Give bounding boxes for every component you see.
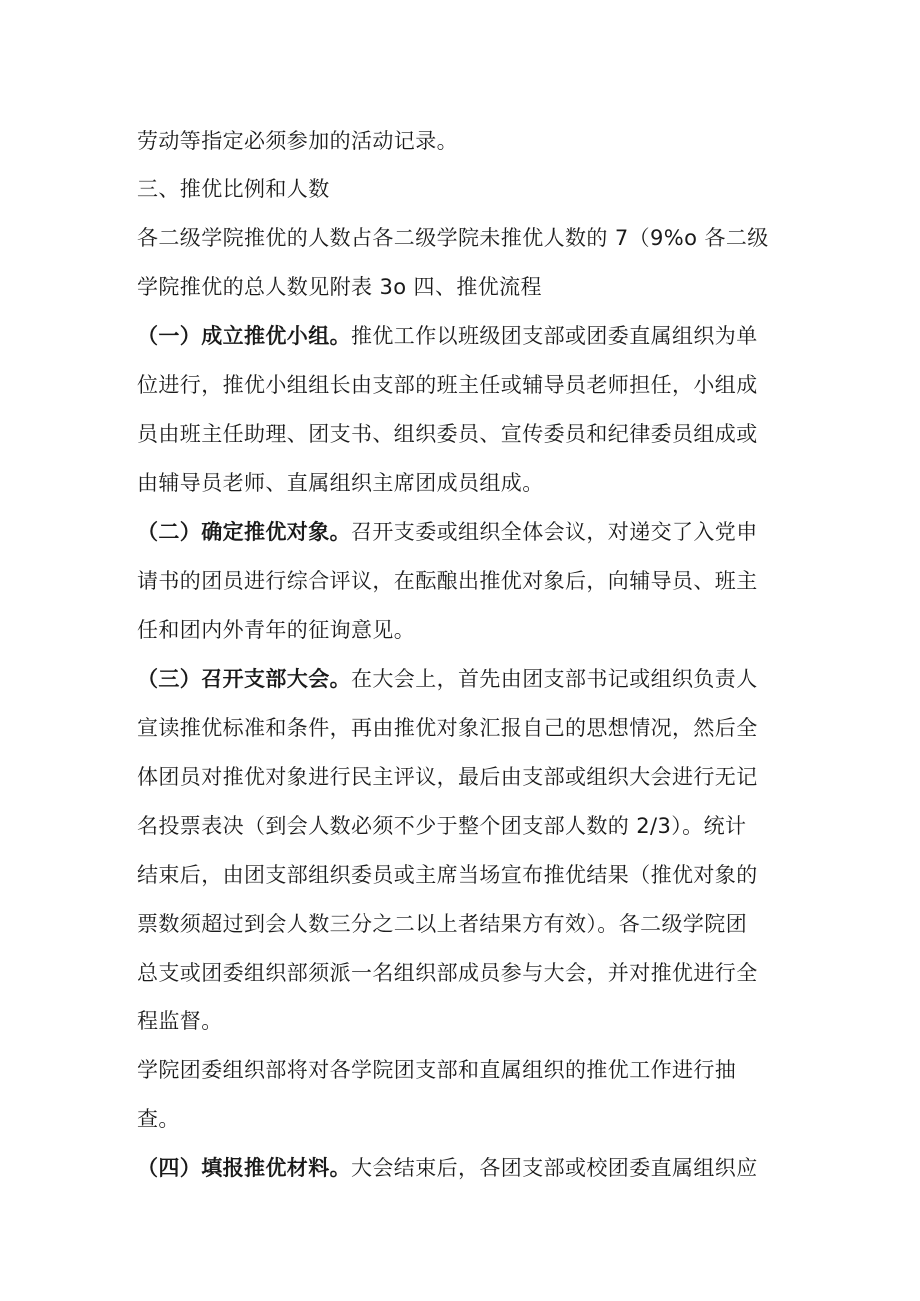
section-heading bbox=[137, 174, 330, 204]
bold-heading: （二）确定推优对象。 bbox=[137, 520, 351, 544]
text-line bbox=[137, 1006, 223, 1036]
line-text: 推优工作以班级团支部或团委直属组织为单 bbox=[351, 324, 758, 348]
paragraph-lead-line bbox=[137, 517, 758, 547]
paragraph-lead-line bbox=[137, 664, 758, 694]
line-text: 名投票表决（到会人数必须不少于整个团支部人数的 2/3）。统计 bbox=[137, 814, 747, 838]
line-text: 大会结束后，各团支部或校团委直属组织应 bbox=[351, 1156, 758, 1180]
line-text: 体团员对推优对象进行民主评议，最后由支部或组织大会进行无记 bbox=[137, 765, 758, 789]
bold-heading: （一）成立推优小组。 bbox=[137, 324, 351, 348]
line-text: 由辅导员老师、直属组织主席团成员组成。 bbox=[137, 471, 544, 495]
line-text: 劳动等指定必须参加的活动记录。 bbox=[137, 129, 458, 153]
text-line bbox=[137, 615, 415, 645]
paragraph-lead-line bbox=[137, 1153, 758, 1183]
text-line bbox=[137, 1055, 736, 1085]
line-text: 位进行，推优小组组长由支部的班主任或辅导员老师担任，小组成 bbox=[137, 373, 758, 397]
text-line bbox=[137, 811, 746, 841]
line-text: 程监督。 bbox=[137, 1009, 223, 1033]
text-line bbox=[137, 1104, 180, 1134]
line-text: 学院团委组织部将对各学院团支部和直属组织的推优工作进行抽 bbox=[137, 1058, 737, 1082]
line-text: 查。 bbox=[137, 1107, 180, 1131]
line-text: 各二级学院推优的人数占各二级学院未推优人数的 7（9%o 各二级 bbox=[137, 226, 769, 250]
text-line bbox=[137, 958, 758, 988]
text-line bbox=[137, 713, 758, 743]
text-line bbox=[137, 860, 758, 890]
line-text: 宣读推优标准和条件，再由推优对象汇报自己的思想情况，然后全 bbox=[137, 716, 758, 740]
text-line bbox=[137, 419, 758, 449]
line-text: 结束后，由团支部组织委员或主席当场宣布推优结果（推优对象的 bbox=[137, 863, 758, 887]
text-line bbox=[137, 370, 758, 400]
text-line bbox=[137, 566, 758, 596]
line-text: 召开支委或组织全体会议，对递交了入党申 bbox=[351, 520, 758, 544]
text-line bbox=[137, 223, 769, 253]
line-text: 在大会上，首先由团支部书记或组织负责人 bbox=[351, 667, 758, 691]
text-line bbox=[137, 126, 458, 156]
paragraph-lead-line bbox=[137, 321, 758, 351]
text-line bbox=[137, 909, 747, 939]
line-text: 任和团内外青年的征询意见。 bbox=[137, 618, 416, 642]
line-text: 三、推优比例和人数 bbox=[137, 177, 330, 201]
text-line bbox=[137, 272, 542, 302]
line-text: 票数须超过到会人数三分之二以上者结果方有效）。各二级学院团 bbox=[137, 912, 748, 936]
bold-heading: （三）召开支部大会。 bbox=[137, 667, 351, 691]
line-text: 学院推优的总人数见附表 3o 四、推优流程 bbox=[137, 275, 542, 299]
text-line bbox=[137, 468, 544, 498]
text-line bbox=[137, 762, 758, 792]
line-text: 总支或团委组织部须派一名组织部成员参与大会，并对推优进行全 bbox=[137, 961, 758, 985]
bold-heading: （四）填报推优材料。 bbox=[137, 1156, 351, 1180]
line-text: 员由班主任助理、团支书、组织委员、宣传委员和纪律委员组成或 bbox=[137, 422, 758, 446]
line-text: 请书的团员进行综合评议，在酝酿出推优对象后，向辅导员、班主 bbox=[137, 569, 758, 593]
